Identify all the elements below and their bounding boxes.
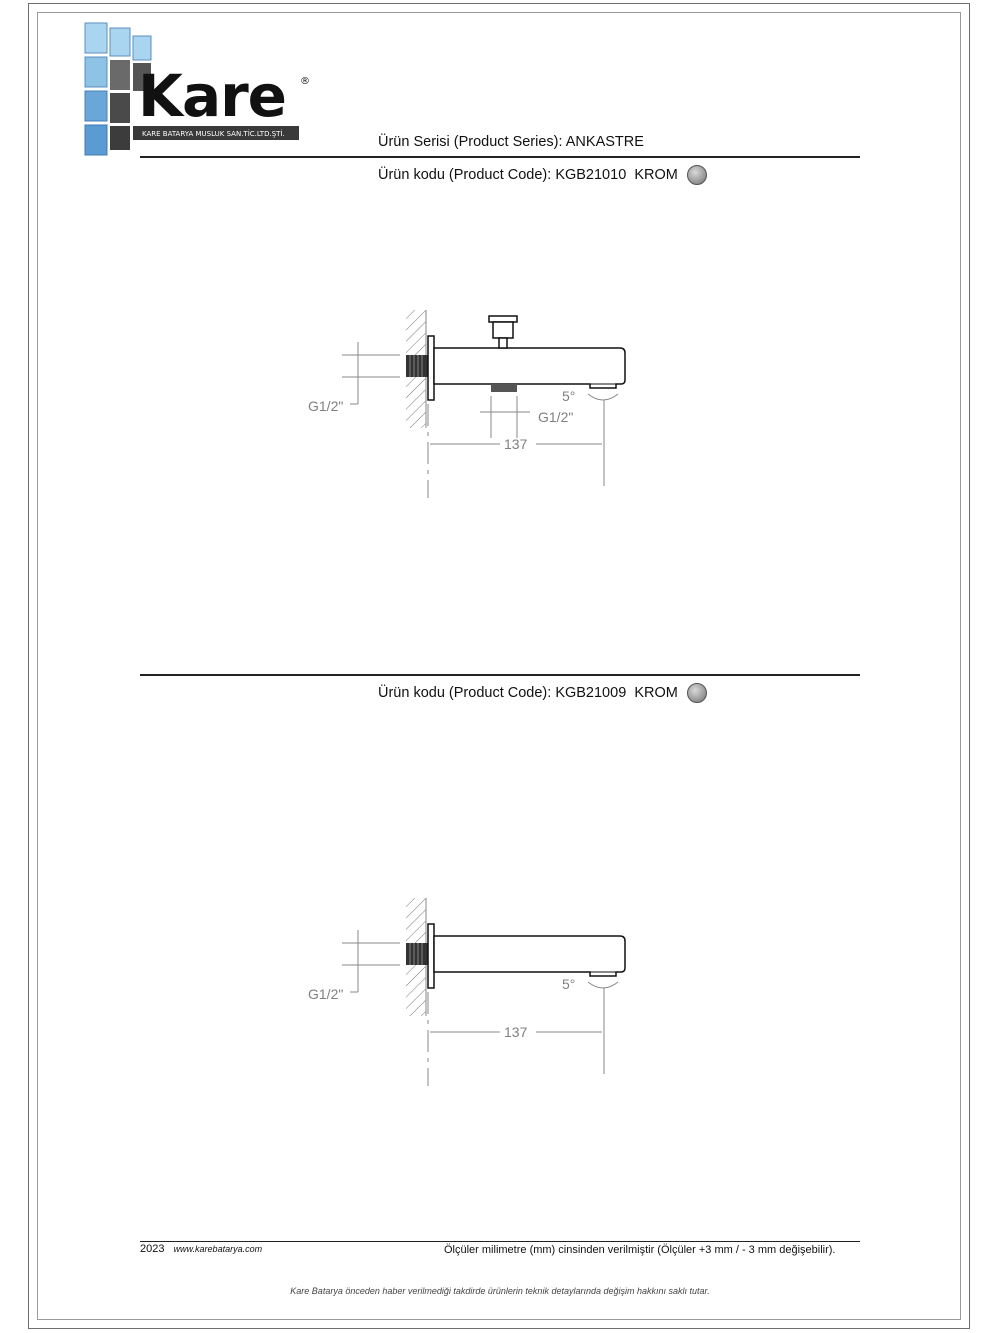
technical-drawing-1: [300, 300, 640, 505]
footer-rule: [140, 1241, 860, 1242]
length-label: 137: [504, 436, 528, 452]
angle-label: 5°: [562, 976, 576, 992]
thread-wall-label: G1/2": [308, 398, 344, 414]
spout-body: [434, 348, 625, 388]
product-series: [378, 134, 644, 150]
series-value: ANKASTRE: [565, 134, 644, 150]
registered-mark: ®: [300, 76, 310, 87]
thread-wall-label: G1/2": [308, 986, 344, 1002]
section-rule: [140, 674, 860, 676]
chrome-swatch: [687, 683, 707, 703]
wall-flange: [428, 924, 434, 988]
inner-frame: [37, 12, 961, 1320]
chrome-swatch: [687, 165, 707, 185]
thread-connector: [406, 355, 428, 377]
product-code-1: [378, 167, 678, 183]
footer-note: Ölçüler milimetre (mm) cinsinden verilmiştir (Ölçüler +3 mm / - 3 mm değişebilir).: [444, 1244, 836, 1256]
technical-drawing-2: [300, 888, 640, 1093]
kare-logo: [82, 20, 322, 160]
footer-year: 2023: [140, 1243, 165, 1255]
product-code-label: Ürün kodu (Product Code):: [378, 685, 552, 701]
product-finish: KROM: [634, 685, 678, 701]
footer-website[interactable]: www.karebatarya.com: [173, 1244, 263, 1254]
product-finish: KROM: [634, 167, 678, 183]
thread-diverter-label: G1/2": [538, 409, 574, 425]
logo-company-name: KARE BATARYA MUSLUK SAN.TİC.LTD.ŞTİ.: [142, 130, 285, 138]
product-code-2: [378, 685, 678, 701]
wall-flange: [428, 336, 434, 400]
angle-label: 5°: [562, 388, 576, 404]
footer-disclaimer: Kare Batarya önceden haber verilmediği takdirde ürünlerin teknik detaylarında değişim hakkını saklı tutar.: [290, 1286, 710, 1296]
product-code-label: Ürün kodu (Product Code):: [378, 167, 552, 183]
diverter-outlet: [491, 384, 517, 392]
header-rule: [140, 156, 860, 158]
product-code-value: KGB21009: [555, 685, 627, 701]
product-code-value: KGB21010: [555, 167, 627, 183]
logo-wordmark: Kare: [138, 62, 287, 130]
thread-connector: [406, 943, 428, 965]
footer-left: [140, 1243, 262, 1255]
spout-body: [434, 936, 625, 976]
length-label: 137: [504, 1024, 528, 1040]
series-label: Ürün Serisi (Product Series):: [378, 134, 563, 150]
diverter-knob: [489, 316, 517, 322]
